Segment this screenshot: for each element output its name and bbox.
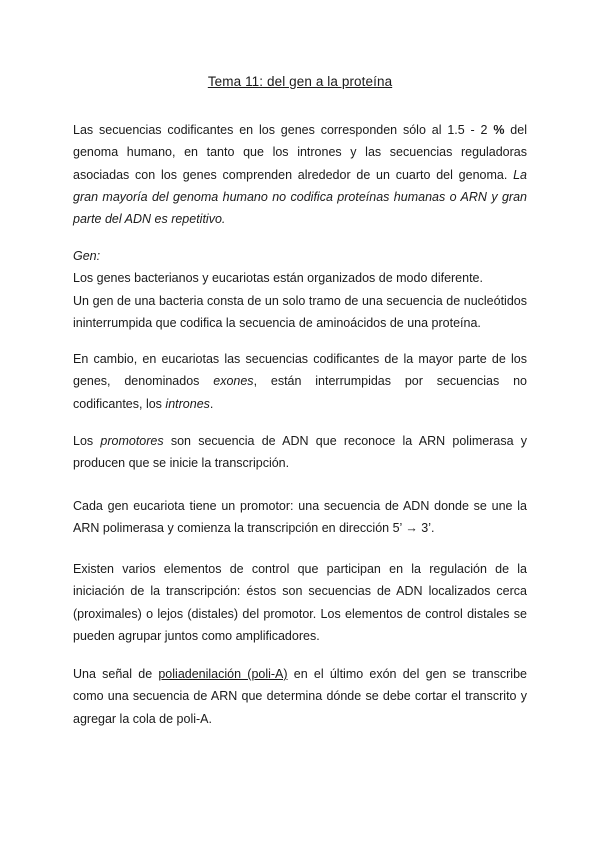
term-poliadenilacion: poliadenilación (poli-A) [158,667,288,681]
p4-text-b: son secuencia de ADN que reconoce la ARN polimerasa y producen que se inicie la transcripción. [73,434,527,471]
p7-text-b: en el último exón del gen se transcribe como una secuencia de ARN que determina dónde se debe cortar el transcrito y agregar la cola de poli-A. [73,667,527,726]
paragraph-promotor: Cada gen eucariota tiene un promotor: una secuencia de ADN donde se une la ARN polimerasa y comienza la transcripción en dirección 5’ → 3’. [73,499,527,536]
paragraph-promotores [73,430,527,475]
paragraph-elementos-control: Existen varios elementos de control que participan en la regulación de la iniciación de la transcripción: éstos son secuencias de ADN localizados cerca (proximales) o lejos (distales) del promotor. Los elementos de control distales se pueden agrupar juntos como amplificadores. [73,562,527,643]
intro-text-2: del genoma humano, en tanto que los intrones y las secuencias reguladoras asociadas con los genes comprenden alrededor de un cuarto del genoma. [73,123,527,182]
term-promotores: promotores [100,434,164,448]
intro-text: Las secuencias codificantes en los genes corresponden sólo al 1.5 - 2 [73,123,494,137]
paragraph-eucariotas [73,348,527,415]
gen-line-1: Los genes bacterianos y eucariotas están organizados de modo diferente. [73,271,483,286]
p4-text-a: Los [73,434,101,448]
p3-text-a: En cambio, en eucariotas las secuencias codificantes de la mayor parte de los genes, denominados [73,352,527,389]
paragraph-intro [73,119,527,230]
percent-sign: % [493,123,505,137]
section-heading-gen: Gen: [73,249,101,263]
p7-text-a: Una señal de [73,667,159,681]
paragraph-poliadenilacion [73,663,527,730]
section-gen [73,245,527,334]
intro-italic: La gran mayoría del genoma humano no codifica proteínas humanas o ARN y gran parte del ADN es repetitivo. [73,167,527,227]
p3-text-c: . [209,396,214,411]
page-title: Tema 11: del gen a la proteína [207,74,393,89]
term-intrones: intrones [165,396,210,411]
term-exones: exones [213,374,254,389]
p3-text-b: , están interrumpidas por secuencias no codificantes, los [73,374,527,411]
gen-line-2: Un gen de una bacteria consta de un solo tramo de una secuencia de nucleótidos ininterrumpida que codifica la secuencia de aminoácidos de una proteína. [73,293,527,330]
